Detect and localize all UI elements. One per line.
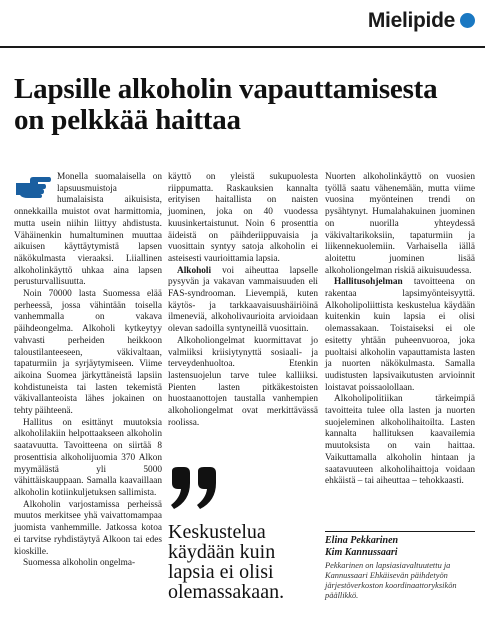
lead-in-bold: Hallitusohjelman: [334, 277, 403, 288]
paragraph: Alkoholiongelmat kuormittavat jo valmiiksi kriisiytynyttä sosiaali- ja terveydenhuoltoa. Etenkin lastensuojelun tarve tulee kalliiksi. Pienten lasten pitkäkestoisten huostaanottojen taustalla vanhempien alkoholiongelmat ovat merkittävässä roolissa.: [168, 335, 318, 428]
paragraph: Hallitusohjelman tavoitteena on rakentaa lapsimyönteisyyttä. Alkoholipoliittista keskustelua käydään kuitenkin kuin lapsia ei olisi olemassakaan. Toistaiseksi ei ole esitetty yhtään puheenvuoroa, joka puoltaisi alkoholin vapauttamista lasten ja nuorten näkökulmasta. Samalla uudistusten lapsivaikutusten arvioinnit loistavat poissaolollaan.: [325, 277, 475, 393]
lead-in-bold: Alkoholi: [177, 265, 212, 276]
paragraph: Hallitus on esittänyt muutoksia alkoholilakiin helpottaakseen alkoholin saatavuutta. Tavoitteena on siirtää 8 prosenttisia alkoholijuomia 370 Alkon myymälästä yli 5000 vähittäiskauppaan. Samalla kaavaillaan alkoholin kotiinkuljetuksen sallimista.: [14, 417, 162, 498]
quote-marks-icon: [168, 467, 224, 511]
section-header: [0, 0, 485, 46]
author-name: Elina Pekkarinen: [325, 535, 399, 546]
paragraph: Monella suomalaisella on lapsuusmuistoja humalaisista aikuisista, onnekkailla muistot ovat harmittomia, mutta usein niihin liittyy ahdistusta. Vähäinenkin humaltuminen muuttaa aikuisen käyttäytymistä lapsen näkökulmasta vieraaksi. Liiallinen alkoholinkäyttö uhkaa aina lapsen perusturvallisuutta.: [14, 172, 162, 288]
column-1: [14, 172, 162, 570]
paragraph: Alkoholi voi aiheuttaa lapselle pysyvän ja vakavan vammaisuuden eli FAS-syndrooman. Lievempiä, kuten käytös- ja tarkkaavaisuushäiriöinä ilmeneviä, alkoholivaurioita arvioidaan olevan sadoilla syntyneillä vuosittain.: [168, 265, 319, 335]
paragraph: Alkoholin varjostamissa perheissä muutos merkitsee yhä vaivattomampaa juomista vanhemmille. Jatkossa kotoa ei tarvitse ryhdistäytyä Alkoon tai edes kioskille.: [14, 499, 162, 557]
section-label: Mielipide: [367, 9, 455, 32]
paragraph: käyttö on yleistä sukupuolesta riippumatta. Raskauksien kannalta erityisen haitallista on naisten juominen, joka on 40 vuodessa kuusinkertaistunut. Noin 6 prosenttia äideistä on päihderiippuvaisia ja vuosittain syntyy satoja alkoholin ei asteisesti vaurioittamia lapsia.: [168, 172, 318, 264]
author-rule: [325, 531, 475, 532]
paragraph: Noin 70000 lasta Suomessa elää perheessä, jossa vähintään toisella vanhemmalla on vakava päihdeongelma. Alkoholi kytkeytyy vahvasti perheiden heikkoon taloustilanteeseen, väkivaltaan, tapaturmiin ja syrjäytymiseen. Viime aikoina Suomea järkyttäneistä lapsiin kohdistuneista tai lasten tekemistä väkivallanteoista lähes jokainen on tehty päihteenä.: [14, 289, 162, 417]
author-name: Kim Kannussaari: [325, 547, 398, 558]
column-2: [168, 172, 318, 429]
paragraph: Suomessa alkoholin ongelma-: [23, 558, 136, 569]
pointing-hand-icon: [14, 174, 52, 200]
headline: Lapsille alkoholin vapauttamisesta on pelkkää haittaa: [14, 73, 438, 136]
paragraph: Alkoholipolitiikan tärkeimpiä tavoitteita tulee olla lasten ja nuorten suojeleminen alkoholihaitoilta. Lasten kannalta hallituksen kaavailemia muutoksista on vain haittaa. Vaikuttamalla alkoholin hintaan ja saatavuuteen alkoholihaittoja voidaan ehkäistä – tai aiheuttaa – tehokkaasti.: [325, 394, 475, 487]
pull-quote: Keskustelua käydään kuin lapsia ei olisi olemassakaan.: [168, 521, 285, 603]
column-3: [325, 172, 475, 488]
author-bio: Pekkarinen on lapsiasiavaltuutettu ja Kannussaari Ehkäisevän päihdetyön järjestöverkoston koordinaattoryksikön päällikkö.: [325, 561, 457, 600]
header-rule: [0, 46, 485, 48]
paragraph: Nuorten alkoholinkäyttö on vuosien työllä saatu vähenemään, mutta viime vuosina myönteinen trendi on pysähtynyt. Humalahakuinen juominen on nuorilla yhteydessä väkivaltarikoksiin, tapaturmiin ja liikennekuolemiin. Varhaisella iällä aloitettu juominen lisää alkoholiongelman riskiä aikuisuudessa.: [325, 172, 475, 276]
section-dot-icon: [460, 13, 475, 28]
author-block: [325, 535, 477, 559]
